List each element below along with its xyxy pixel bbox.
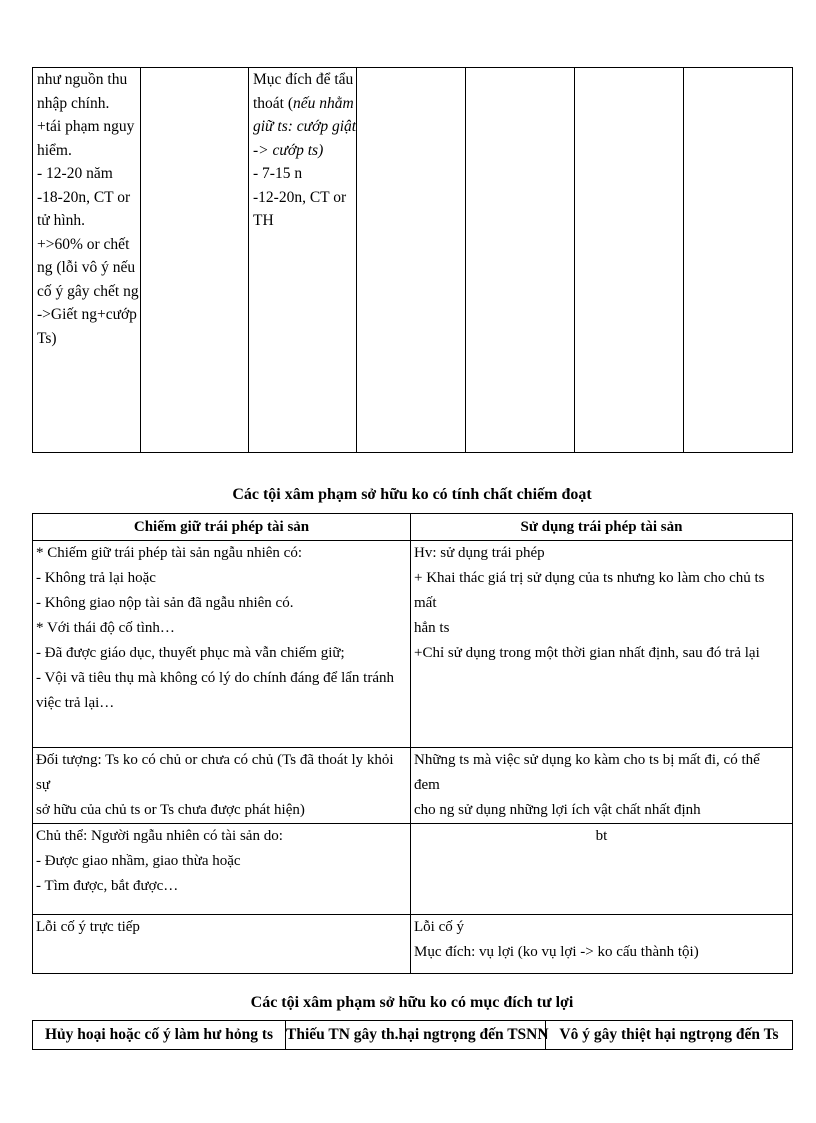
section2-title: Các tội xâm phạm sở hữu ko có mục đích tư lợi [250, 994, 574, 1011]
row2-left [33, 748, 411, 824]
text-line: * Với thái độ cố tình… [36, 620, 175, 636]
header-destroy-property: Hủy hoại hoặc cố ý làm hư hỏng ts [33, 1021, 286, 1050]
header-unintentional-damage: Vô ý gây thiệt hại ngtrọng đến Ts [546, 1021, 793, 1050]
row1-right [411, 541, 793, 748]
text-line: +tái phạm nguy [37, 118, 135, 135]
text-line: Ts) [37, 329, 57, 347]
header-irresponsibility: Thiếu TN gây th.hại ngtrọng đến TSNN [286, 1021, 546, 1050]
text-line: Những ts mà việc sử dụng ko kàm cho ts bị mất đi, có thể đem [414, 752, 760, 793]
top-col-2 [141, 68, 249, 453]
text-line: - Không trả lại hoặc [36, 570, 156, 586]
text-line: Mục đích: vụ lợi (ko vụ lợi -> ko cấu thành tội) [414, 944, 699, 960]
text-line: ng (lỗi vô ý nếu [37, 259, 136, 276]
text-line: Hv: sử dụng trái phép [414, 545, 545, 561]
text-line: Mục đích để tẩu [253, 71, 354, 88]
text-line: - Đã được giáo dục, thuyết phục mà vẫn chiếm giữ; [36, 645, 345, 661]
row3-right: bt [411, 824, 793, 915]
text-line: - Không giao nộp tài sản đã ngẫu nhiên có. [36, 595, 294, 611]
text-line: hiểm. [37, 141, 72, 159]
row2-right [411, 748, 793, 824]
text-italic: nếu nhằm [293, 94, 354, 112]
text-line: +>60% or chết [37, 235, 130, 253]
text-line: -12-20n, CT or [253, 188, 347, 206]
text-line: -18-20n, CT or [37, 188, 131, 206]
text-line: - 7-15 n [253, 165, 303, 182]
row4-right [411, 915, 793, 974]
top-col-5 [466, 68, 575, 453]
top-col-4 [357, 68, 466, 453]
text-line: - Được giao nhầm, giao thừa hoặc [36, 853, 241, 869]
text-line-italic: giữ ts: cướp giật [253, 118, 357, 135]
text-line: TH [253, 212, 274, 229]
text-line: nhập chính. [37, 94, 110, 112]
row4-left: Lỗi cố ý trực tiếp [33, 915, 411, 974]
text-line: Chủ thể: Người ngẫu nhiên có tài sản do: [36, 828, 283, 844]
text-line: hẳn ts [414, 620, 450, 636]
section2-table [32, 1020, 793, 1050]
top-col-6 [575, 68, 684, 453]
section1-title: Các tội xâm phạm sở hữu ko có tính chất chiếm đoạt [232, 486, 592, 503]
top-table [32, 67, 793, 453]
header-right: Sử dụng trái phép tài sản [411, 514, 793, 541]
row1-left [33, 541, 411, 748]
top-col-3 [249, 68, 357, 453]
text-line: cố ý gây chết ng [37, 282, 139, 300]
text-line: ->Giết ng+cướp [37, 306, 137, 323]
text-line: - Tìm được, bắt được… [36, 878, 179, 894]
text-line: cho ng sử dụng những lợi ích vật chất nhất định [414, 802, 701, 818]
row3-left [33, 824, 411, 915]
text-line: việc trả lại… [36, 695, 115, 711]
text-line: như nguồn thu [37, 71, 128, 88]
top-col-7 [684, 68, 793, 453]
text-line: * Chiếm giữ trái phép tài sản ngẫu nhiên có: [36, 545, 302, 561]
text-line: - Vội vã tiêu thụ mà không có lý do chính đáng để lẩn tránh [36, 670, 394, 686]
section1-table [32, 513, 793, 974]
header-left: Chiếm giữ trái phép tài sản [33, 514, 411, 541]
text-normal: thoát ( [253, 94, 294, 112]
text-line: +Chỉ sử dụng trong một thời gian nhất định, sau đó trả lại [414, 645, 760, 661]
text-line: Đối tượng: Ts ko có chủ or chưa có chủ (Ts đã thoát ly khỏi sự [36, 752, 394, 793]
text-line-italic: -> cướp ts) [253, 141, 324, 159]
text-line: - 12-20 năm [37, 165, 113, 182]
top-col-1 [33, 68, 141, 453]
text-line: Lỗi cố ý [414, 919, 464, 935]
text-line: tử hình. [37, 212, 86, 229]
text-line: + Khai thác giá trị sử dụng của ts nhưng ko làm cho chủ ts mất [414, 570, 765, 611]
text-line: sở hữu của chủ ts or Ts chưa được phát hiện) [36, 802, 305, 818]
text-line [253, 92, 352, 116]
